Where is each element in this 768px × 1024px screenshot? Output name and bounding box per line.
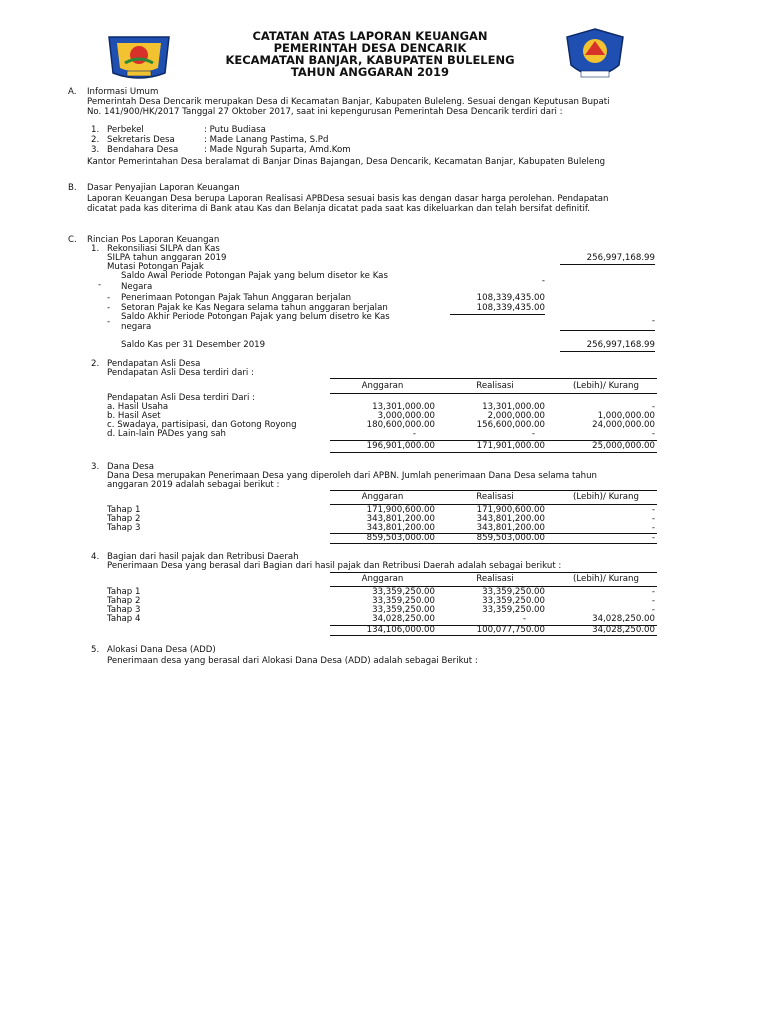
saldo-awal-value: - bbox=[541, 276, 545, 286]
table-total-anggaran: 134,106,000.00 bbox=[366, 625, 435, 635]
table-row-label: Tahap 4 bbox=[107, 614, 141, 624]
table-row-label: Tahap 1 bbox=[107, 587, 141, 597]
silpa-value: 256,997,168.99 bbox=[560, 253, 655, 265]
item3-paragraph-line2: anggaran 2019 adalah sebagai berikut : bbox=[107, 480, 280, 490]
official-role: Perbekel bbox=[107, 125, 144, 135]
official-name: : Putu Budiasa bbox=[204, 125, 266, 135]
table-cell-anggaran: 180,600,000.00 bbox=[366, 420, 435, 430]
table-cell-selisih: - bbox=[651, 596, 655, 606]
item5-title: Alokasi Dana Desa (ADD) bbox=[107, 645, 216, 655]
table-total-realisasi: 171,901,000.00 bbox=[476, 441, 545, 451]
item3-paragraph-line1: Dana Desa merupakan Penerimaan Desa yang diperoleh dari APBN. Jumlah penerimaan Dana Desa selama tahun bbox=[107, 471, 597, 481]
table-cell-selisih: - bbox=[651, 514, 655, 524]
item2-sublabel: Pendapatan Asli Desa terdiri Dari : bbox=[107, 393, 256, 403]
table-cell-realisasi: 33,359,250.00 bbox=[482, 605, 545, 615]
section-c-letter: C. bbox=[68, 235, 77, 245]
col-header-anggaran: Anggaran bbox=[361, 574, 404, 584]
table-total-realisasi: 100,077,750.00 bbox=[476, 625, 545, 635]
official-role: Sekretaris Desa bbox=[107, 135, 175, 145]
table-cell-selisih: - bbox=[651, 402, 655, 412]
mutasi-label: Mutasi Potongan Pajak bbox=[107, 262, 204, 272]
table-row-label: Tahap 1 bbox=[107, 505, 141, 515]
table-cell-realisasi: 33,359,250.00 bbox=[482, 596, 545, 606]
setoran-pajak-value: 108,339,435.00 bbox=[450, 303, 545, 315]
saldo-akhir-line2: negara bbox=[121, 322, 152, 332]
table-row-label: Tahap 2 bbox=[107, 596, 141, 606]
item2-intro: Pendapatan Asli Desa terdiri dari : bbox=[107, 368, 254, 378]
setoran-pajak-label: Setoran Pajak ke Kas Negara selama tahun anggaran berjalan bbox=[121, 303, 388, 313]
section-a-paragraph-line2: No. 141/900/HK/2017 Tanggal 27 Oktober 2017, saat ini kepengurusan Pemerintah Desa Dencarik terdiri dari : bbox=[87, 107, 563, 117]
silpa-label: SILPA tahun anggaran 2019 bbox=[107, 253, 227, 263]
col-header-selisih: (Lebih)/ Kurang bbox=[573, 492, 639, 502]
table-cell-anggaran: 343,801,200.00 bbox=[366, 523, 435, 533]
table-cell-selisih: - bbox=[651, 605, 655, 615]
official-name: : Made Lanang Pastima, S.Pd bbox=[204, 135, 329, 145]
report-title-line1: CATATAN ATAS LAPORAN KEUANGAN bbox=[252, 29, 488, 43]
table-cell-anggaran: 33,359,250.00 bbox=[372, 605, 435, 615]
table-cell-realisasi: - bbox=[522, 614, 526, 624]
table-cell-realisasi: 171,900,600.00 bbox=[476, 505, 545, 515]
table-cell-selisih: 34,028,250.00 bbox=[592, 614, 655, 624]
dencarik-village-logo bbox=[563, 27, 627, 89]
section-a-title: Informasi Umum bbox=[87, 87, 159, 97]
col-header-selisih: (Lebih)/ Kurang bbox=[573, 381, 639, 391]
official-name: : Made Ngurah Suparta, Amd.Kom bbox=[204, 145, 351, 155]
saldo-awal-line2: Negara bbox=[121, 282, 153, 292]
table-cell-selisih: - bbox=[651, 587, 655, 597]
item3-title: Dana Desa bbox=[107, 462, 154, 472]
table-cell-selisih: - bbox=[651, 505, 655, 515]
table-cell-anggaran: 171,900,600.00 bbox=[366, 505, 435, 515]
table-total-anggaran: 196,901,000.00 bbox=[366, 441, 435, 451]
section-a-paragraph-line1: Pemerintah Desa Dencarik merupakan Desa di Kecamatan Banjar, Kabupaten Buleleng. Sesuai dengan Keputusan Bupati bbox=[87, 97, 610, 107]
saldo-kas-label: Saldo Kas per 31 Desember 2019 bbox=[121, 340, 266, 350]
table-cell-realisasi: 343,801,200.00 bbox=[476, 514, 545, 524]
table-total-selisih: 34,028,250.00 bbox=[592, 625, 655, 635]
table-row-label: a. Hasil Usaha bbox=[107, 402, 169, 412]
table-cell-anggaran: 33,359,250.00 bbox=[372, 587, 435, 597]
table-total-realisasi: 859,503,000.00 bbox=[476, 533, 545, 543]
table-total-selisih: - bbox=[651, 533, 655, 543]
table-cell-selisih: - bbox=[651, 523, 655, 533]
table-cell-anggaran: 13,301,000.00 bbox=[372, 402, 435, 412]
item5-number: 5. bbox=[91, 645, 100, 655]
official-role: Bendahara Desa bbox=[107, 145, 179, 155]
table-header-rule bbox=[330, 393, 657, 394]
table-row-label: b. Hasil Aset bbox=[107, 411, 161, 421]
table-row-label: Tahap 3 bbox=[107, 523, 141, 533]
table-cell-anggaran: 3,000,000.00 bbox=[377, 411, 435, 421]
section-b-paragraph-line1: Laporan Keuangan Desa berupa Laporan Realisasi APBDesa sesuai basis kas dengan dasar harga perolehan. Pendapatan bbox=[87, 194, 609, 204]
report-title-line4: TAHUN ANGGARAN 2019 bbox=[290, 65, 450, 79]
item2-number: 2. bbox=[91, 359, 100, 369]
saldo-akhir-value: - bbox=[651, 316, 655, 326]
official-no: 2. bbox=[91, 135, 100, 145]
table-top-rule bbox=[330, 378, 657, 379]
bullet-dash: - bbox=[107, 303, 111, 313]
report-title-line2: PEMERINTAH DESA DENCARIK bbox=[273, 41, 467, 55]
table-cell-selisih: 1,000,000.00 bbox=[597, 411, 655, 421]
section-b-title: Dasar Penyajian Laporan Keuangan bbox=[87, 183, 240, 193]
col-header-anggaran: Anggaran bbox=[361, 381, 404, 391]
official-no: 3. bbox=[91, 145, 100, 155]
table-top-rule bbox=[330, 490, 657, 491]
bullet-dash: - bbox=[107, 293, 111, 303]
col-header-realisasi: Realisasi bbox=[476, 492, 514, 502]
item2-title: Pendapatan Asli Desa bbox=[107, 359, 201, 369]
table-cell-anggaran: 33,359,250.00 bbox=[372, 596, 435, 606]
item1-number: 1. bbox=[91, 244, 100, 254]
item1-title: Rekonsiliasi SILPA dan Kas bbox=[107, 244, 220, 254]
table-cell-realisasi: - bbox=[531, 429, 535, 439]
report-title-line3: KECAMATAN BANJAR, KABUPATEN BULELENG bbox=[225, 53, 515, 67]
table-cell-realisasi: 33,359,250.00 bbox=[482, 587, 545, 597]
section-c-title: Rincian Pos Laporan Keuangan bbox=[87, 235, 220, 245]
table-row-label: Tahap 3 bbox=[107, 605, 141, 615]
col-header-realisasi: Realisasi bbox=[476, 381, 514, 391]
section-a-letter: A. bbox=[68, 87, 77, 97]
table-cell-selisih: - bbox=[651, 429, 655, 439]
item4-title: Bagian dari hasil pajak dan Retribusi Daerah bbox=[107, 552, 299, 562]
subtotal-rule bbox=[560, 330, 655, 331]
table-cell-realisasi: 156,600,000.00 bbox=[476, 420, 545, 430]
official-no: 1. bbox=[91, 125, 100, 135]
bullet-dash: - bbox=[107, 317, 111, 327]
buleleng-regency-logo bbox=[105, 33, 173, 85]
table-cell-realisasi: 13,301,000.00 bbox=[482, 402, 545, 412]
table-cell-anggaran: 343,801,200.00 bbox=[366, 514, 435, 524]
table-bottom-rule bbox=[330, 543, 657, 544]
table-cell-anggaran: - bbox=[412, 429, 416, 439]
table-cell-realisasi: 343,801,200.00 bbox=[476, 523, 545, 533]
col-header-selisih: (Lebih)/ Kurang bbox=[573, 574, 639, 584]
item5-paragraph: Penerimaan desa yang berasal dari Alokasi Dana Desa (ADD) adalah sebagai Berikut : bbox=[107, 656, 478, 666]
table-cell-anggaran: 34,028,250.00 bbox=[372, 614, 435, 624]
col-header-realisasi: Realisasi bbox=[476, 574, 514, 584]
table-row-label: Tahap 2 bbox=[107, 514, 141, 524]
table-cell-selisih: 24,000,000.00 bbox=[592, 420, 655, 430]
penerimaan-pajak-label: Penerimaan Potongan Pajak Tahun Anggaran berjalan bbox=[121, 293, 352, 303]
table-top-rule bbox=[330, 572, 657, 573]
table-bottom-rule bbox=[330, 452, 657, 453]
section-b-paragraph-line2: dicatat pada kas diterima di Bank atau Kas dan Belanja dicatat pada saat kas dikeluarkan dan telah bersifat definitif. bbox=[87, 204, 590, 214]
item3-number: 3. bbox=[91, 462, 100, 472]
table-total-selisih: 25,000,000.00 bbox=[592, 441, 655, 451]
table-bottom-rule bbox=[330, 635, 657, 636]
table-total-anggaran: 859,503,000.00 bbox=[366, 533, 435, 543]
section-b-letter: B. bbox=[68, 183, 77, 193]
saldo-kas-value: 256,997,168.99 bbox=[560, 340, 655, 352]
table-row-label: c. Swadaya, partisipasi, dan Gotong Royong bbox=[107, 420, 297, 430]
item4-number: 4. bbox=[91, 552, 100, 562]
item4-paragraph: Penerimaan Desa yang berasal dari Bagian dari hasil pajak dan Retribusi Daerah adalah sebagai berikut : bbox=[107, 561, 562, 571]
table-cell-realisasi: 2,000,000.00 bbox=[487, 411, 545, 421]
col-header-anggaran: Anggaran bbox=[361, 492, 404, 502]
saldo-awal-line1: Saldo Awal Periode Potongan Pajak yang belum disetor ke Kas bbox=[121, 271, 388, 281]
saldo-akhir-line1: Saldo Akhir Periode Potongan Pajak yang belum disetro ke Kas bbox=[121, 312, 390, 322]
penerimaan-pajak-value: 108,339,435.00 bbox=[476, 293, 545, 303]
office-address: Kantor Pemerintahan Desa beralamat di Banjar Dinas Bajangan, Desa Dencarik, Kecamatan Banjar, Kabupaten Buleleng bbox=[87, 157, 606, 167]
table-row-label: d. Lain-lain PADes yang sah bbox=[107, 429, 226, 439]
bullet-dash: - bbox=[98, 280, 102, 290]
